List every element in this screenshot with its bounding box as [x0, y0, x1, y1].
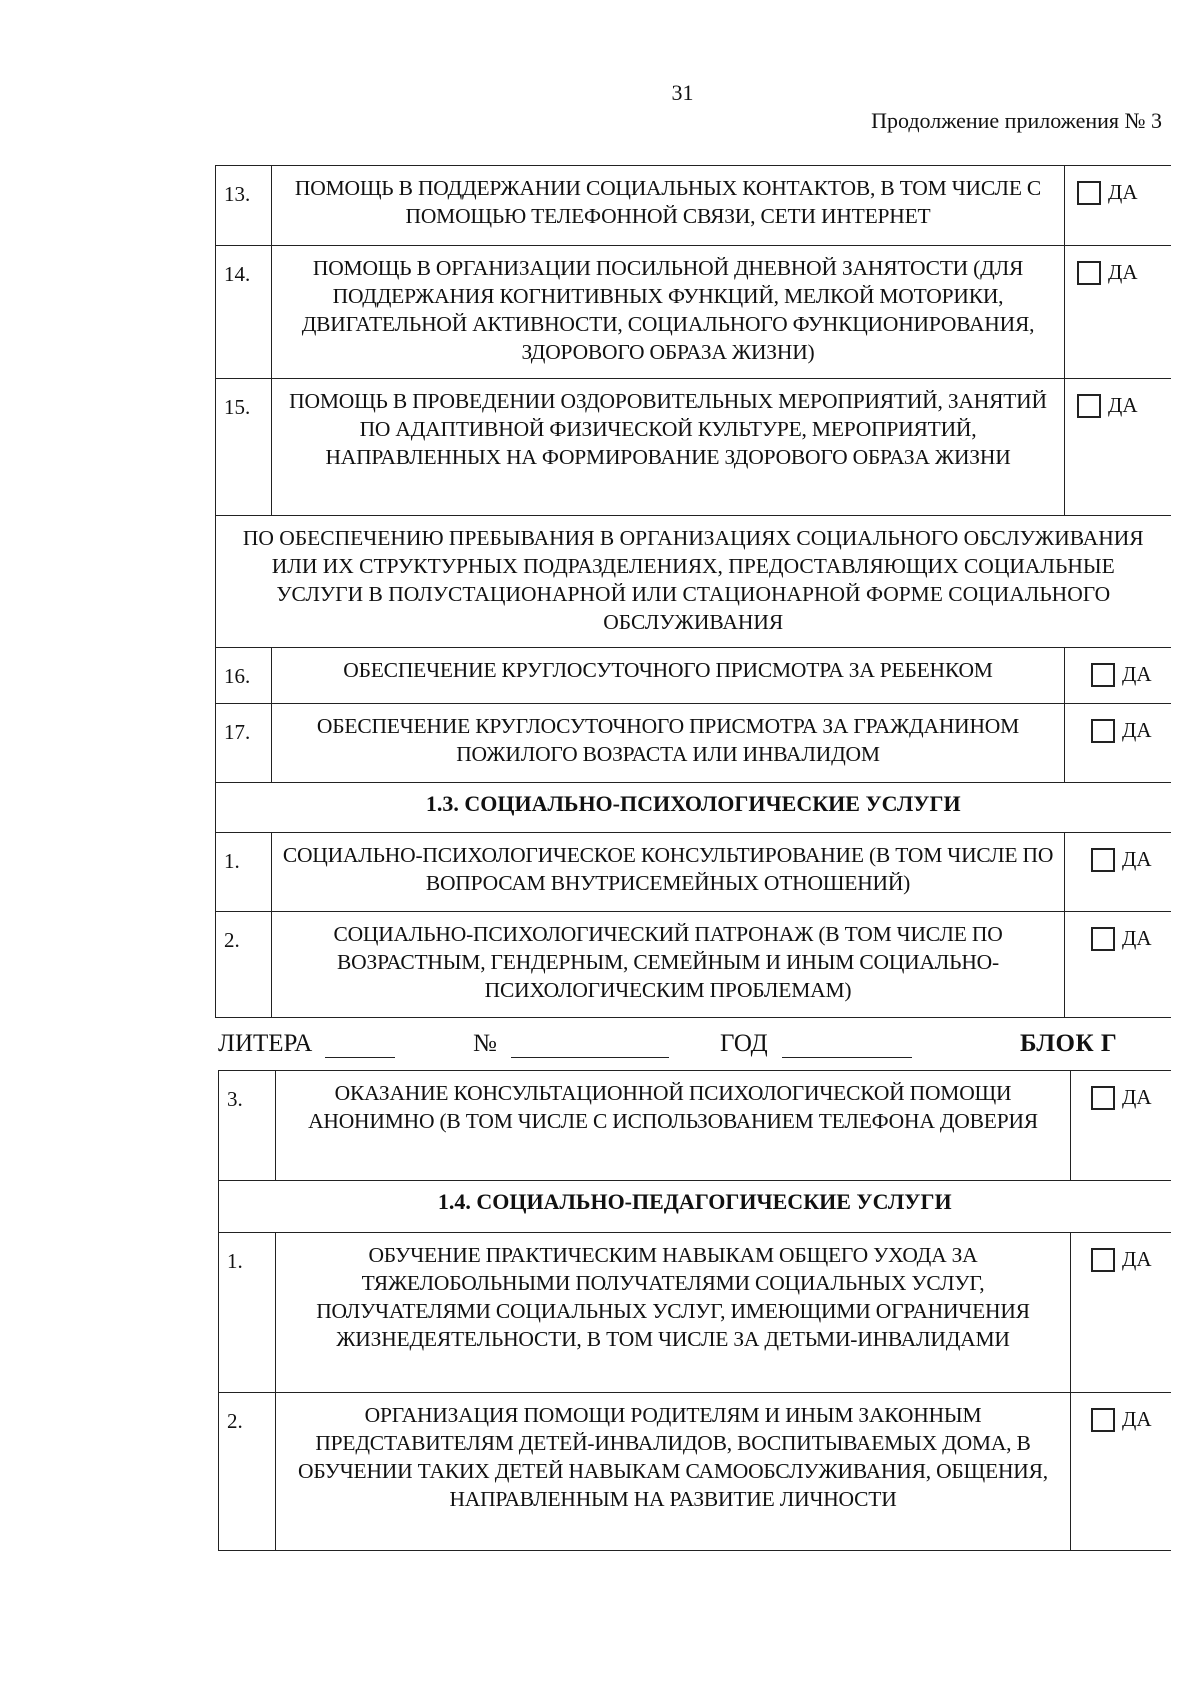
litera-label: ЛИТЕРА: [218, 1030, 313, 1057]
table-row: [216, 833, 1171, 912]
block-label: БЛОК Г: [1020, 1030, 1118, 1057]
checkbox-cell: [1065, 379, 1171, 516]
checkbox-cell: [1065, 833, 1171, 912]
yes-label: ДА: [1122, 718, 1152, 742]
table-row: [219, 1071, 1171, 1181]
table-row: [216, 912, 1171, 1018]
yes-label: ДА: [1122, 926, 1152, 950]
section-heading: ПО ОБЕСПЕЧЕНИЮ ПРЕБЫВАНИЯ В ОРГАНИЗАЦИЯХ СОЦИАЛЬНОГО ОБСЛУЖИВАНИЯ ИЛИ ИХ СТРУКТУРНЫХ ПОДРАЗДЕЛЕНИЯХ, ПРЕДОСТАВЛЯЮЩИХ СОЦИАЛЬНЫЕ УСЛУГИ В ПОЛУСТАЦИОНАРНОЙ ИЛИ СТАЦИОНАРНОЙ ФОРМЕ СОЦИАЛЬНОГО ОБСЛУЖИВАНИЯ: [216, 516, 1171, 648]
row-number: 17.: [216, 704, 272, 783]
page-number: 31: [671, 80, 694, 105]
yes-label: ДА: [1108, 260, 1138, 284]
service-text: ПОМОЩЬ В ПОДДЕРЖАНИИ СОЦИАЛЬНЫХ КОНТАКТОВ, В ТОМ ЧИСЛЕ С ПОМОЩЬЮ ТЕЛЕФОННОЙ СВЯЗИ, СЕТИ ИНТЕРНЕТ: [272, 166, 1065, 246]
service-text: ОКАЗАНИЕ КОНСУЛЬТАЦИОННОЙ ПСИХОЛОГИЧЕСКОЙ ПОМОЩИ АНОНИМНО (В ТОМ ЧИСЛЕ С ИСПОЛЬЗОВАНИЕМ ТЕЛЕФОНА ДОВЕРИЯ: [276, 1071, 1071, 1181]
table-row: [216, 648, 1171, 704]
checkbox-cell: [1065, 166, 1171, 246]
row-number: 2.: [219, 1393, 276, 1551]
checkbox-cell: [1071, 1233, 1171, 1393]
checkbox-cell: [1065, 648, 1171, 704]
row-number: 15.: [216, 379, 272, 516]
yes-checkbox[interactable]: [1077, 181, 1101, 205]
year-label: ГОД: [720, 1030, 768, 1057]
checkbox-cell: [1071, 1071, 1171, 1181]
service-text: СОЦИАЛЬНО-ПСИХОЛОГИЧЕСКИЙ ПАТРОНАЖ (В ТОМ ЧИСЛЕ ПО ВОЗРАСТНЫМ, ГЕНДЕРНЫМ, СЕМЕЙНЫМ И ИНЫМ СОЦИАЛЬНО-ПСИХОЛОГИЧЕСКИМ ПРОБЛЕМАМ): [272, 912, 1065, 1018]
yes-checkbox[interactable]: [1091, 1408, 1115, 1432]
section-header-row: [216, 783, 1171, 833]
year-field[interactable]: [782, 1031, 912, 1058]
yes-checkbox[interactable]: [1091, 719, 1115, 743]
litera-group: [218, 1030, 395, 1058]
row-number: 16.: [216, 648, 272, 704]
service-text: ПОМОЩЬ В ПРОВЕДЕНИИ ОЗДОРОВИТЕЛЬНЫХ МЕРОПРИЯТИЙ, ЗАНЯТИЙ ПО АДАПТИВНОЙ ФИЗИЧЕСКОЙ КУЛЬТУРЕ, МЕРОПРИЯТИЙ, НАПРАВЛЕННЫХ НА ФОРМИРОВАНИЕ ЗДОРОВОГО ОБРАЗА ЖИЗНИ: [272, 379, 1065, 516]
checkbox-cell: [1071, 1393, 1171, 1551]
yes-checkbox[interactable]: [1091, 663, 1115, 687]
service-text: ОРГАНИЗАЦИЯ ПОМОЩИ РОДИТЕЛЯМ И ИНЫМ ЗАКОННЫМ ПРЕДСТАВИТЕЛЯМ ДЕТЕЙ-ИНВАЛИДОВ, ВОСПИТЫВАЕМЫХ ДОМА, В ОБУЧЕНИИ ТАКИХ ДЕТЕЙ НАВЫКАМ САМООБСЛУЖИВАНИЯ, ОБЩЕНИЯ, НАПРАВЛЕННЫМ НА РАЗВИТИЕ ЛИЧНОСТИ: [276, 1393, 1071, 1551]
checkbox-cell: [1065, 704, 1171, 783]
row-number: 13.: [216, 166, 272, 246]
row-number: 1.: [216, 833, 272, 912]
yes-label: ДА: [1122, 1247, 1152, 1271]
row-number: 1.: [219, 1233, 276, 1393]
yes-label: ДА: [1122, 1085, 1152, 1109]
row-number: 2.: [216, 912, 272, 1018]
table-row: [219, 1233, 1171, 1393]
number-group: [473, 1030, 669, 1058]
yes-checkbox[interactable]: [1077, 394, 1101, 418]
table-row: [216, 704, 1171, 783]
service-text: ОБЕСПЕЧЕНИЕ КРУГЛОСУТОЧНОГО ПРИСМОТРА ЗА ГРАЖДАНИНОМ ПОЖИЛОГО ВОЗРАСТА ИЛИ ИНВАЛИДОМ: [272, 704, 1065, 783]
service-text: ОБУЧЕНИЕ ПРАКТИЧЕСКИМ НАВЫКАМ ОБЩЕГО УХОДА ЗА ТЯЖЕЛОБОЛЬНЫМИ ПОЛУЧАТЕЛЯМИ СОЦИАЛЬНЫХ УСЛУГ, ПОЛУЧАТЕЛЯМИ СОЦИАЛЬНЫХ УСЛУГ, ИМЕЮЩИМИ ОГРАНИЧЕНИЯ ЖИЗНЕДЕЯТЕЛЬНОСТИ, В ТОМ ЧИСЛЕ ЗА ДЕТЬМИ-ИНВАЛИДАМИ: [276, 1233, 1071, 1393]
appendix-subtitle: Продолжение приложения № 3: [871, 108, 1162, 133]
yes-label: ДА: [1108, 393, 1138, 417]
litera-line: [218, 1030, 1158, 1066]
service-text: ПОМОЩЬ В ОРГАНИЗАЦИИ ПОСИЛЬНОЙ ДНЕВНОЙ ЗАНЯТОСТИ (ДЛЯ ПОДДЕРЖАНИЯ КОГНИТИВНЫХ ФУНКЦИЙ, МЕЛКОЙ МОТОРИКИ, ДВИГАТЕЛЬНОЙ АКТИВНОСТИ, СОЦИАЛЬНОГО ФУНКЦИОНИРОВАНИЯ, ЗДОРОВОГО ОБРАЗА ЖИЗНИ): [272, 246, 1065, 379]
row-number: 3.: [219, 1071, 276, 1181]
litera-field[interactable]: [325, 1031, 395, 1058]
yes-label: ДА: [1108, 180, 1138, 204]
row-number: 14.: [216, 246, 272, 379]
year-group: [720, 1030, 912, 1058]
yes-label: ДА: [1122, 1407, 1152, 1431]
yes-label: ДА: [1122, 662, 1152, 686]
section-header-1-3: 1.3. СОЦИАЛЬНО-ПСИХОЛОГИЧЕСКИЕ УСЛУГИ: [216, 783, 1171, 833]
yes-checkbox[interactable]: [1077, 261, 1101, 285]
checkbox-cell: [1065, 246, 1171, 379]
section-heading-row: [216, 516, 1171, 648]
section-header-1-4: 1.4. СОЦИАЛЬНО-ПЕДАГОГИЧЕСКИЕ УСЛУГИ: [219, 1181, 1171, 1233]
table-row: [216, 246, 1171, 379]
yes-checkbox[interactable]: [1091, 1248, 1115, 1272]
yes-checkbox[interactable]: [1091, 927, 1115, 951]
number-label: №: [473, 1030, 497, 1057]
service-text: ОБЕСПЕЧЕНИЕ КРУГЛОСУТОЧНОГО ПРИСМОТРА ЗА РЕБЕНКОМ: [272, 648, 1065, 704]
section-header-row: [219, 1181, 1171, 1233]
service-text: СОЦИАЛЬНО-ПСИХОЛОГИЧЕСКОЕ КОНСУЛЬТИРОВАНИЕ (В ТОМ ЧИСЛЕ ПО ВОПРОСАМ ВНУТРИСЕМЕЙНЫХ ОТНОШЕНИЙ): [272, 833, 1065, 912]
table-row: [219, 1393, 1171, 1551]
yes-label: ДА: [1122, 847, 1152, 871]
services-table-2: [218, 1070, 1171, 1551]
yes-checkbox[interactable]: [1091, 848, 1115, 872]
table-row: [216, 379, 1171, 516]
table-row: [216, 166, 1171, 246]
checkbox-cell: [1065, 912, 1171, 1018]
number-field[interactable]: [511, 1031, 669, 1058]
yes-checkbox[interactable]: [1091, 1086, 1115, 1110]
services-table-1: [215, 165, 1171, 1018]
